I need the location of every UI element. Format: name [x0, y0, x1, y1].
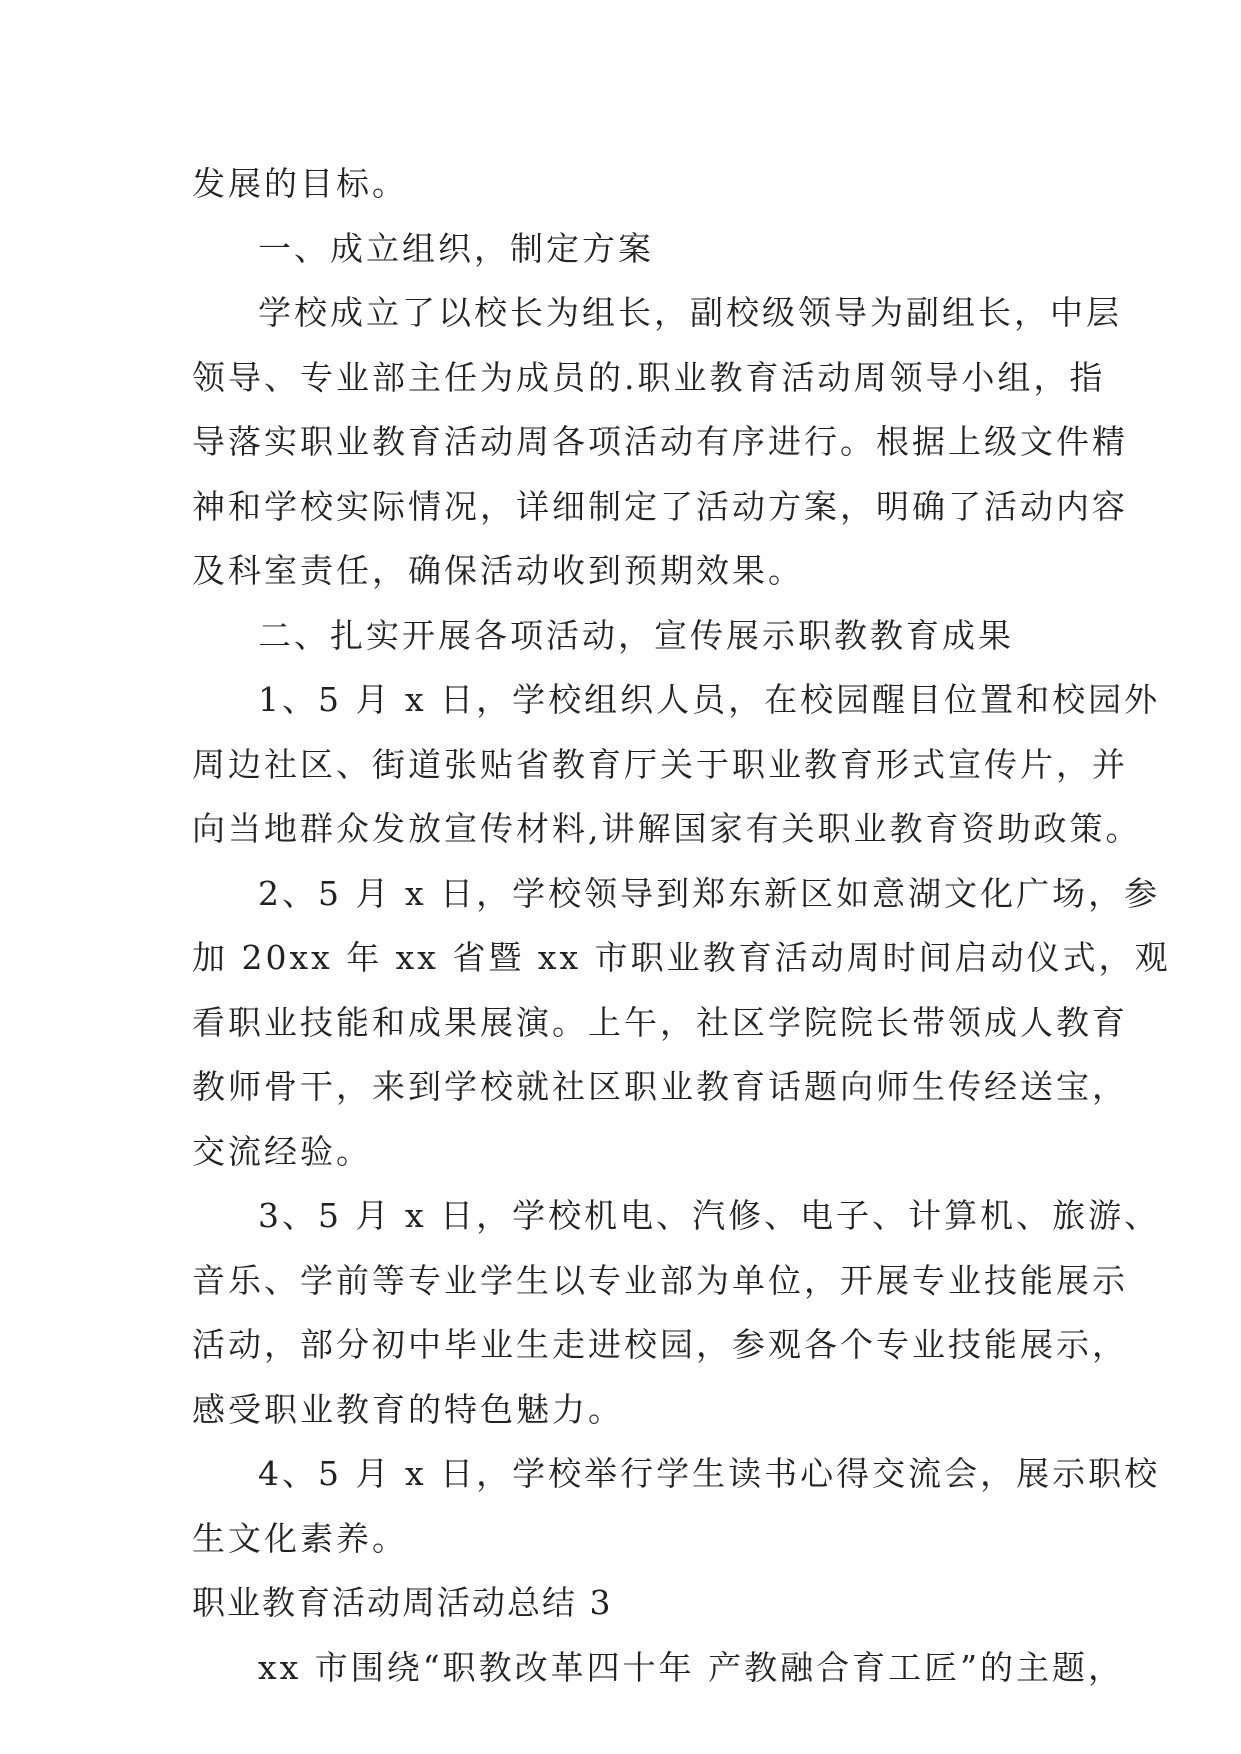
text-line: 感受职业教育的特色魅力。: [192, 1389, 624, 1429]
text-line: 音乐、学前等专业学生以专业部为单位，开展专业技能展示: [192, 1260, 1128, 1300]
text-line: 向当地群众发放宣传材料,讲解国家有关职业教育资助政策。: [192, 809, 1142, 848]
text-line: 导落实职业教育活动周各项活动有序进行。根据上级文件精: [192, 422, 1128, 461]
text-line: 2、5 月 x 日，学校领导到郑东新区如意湖文化广场，参: [258, 873, 1161, 913]
text-line: 4、5 月 x 日，学校举行学生读书心得交流会，展示职校: [258, 1454, 1161, 1493]
text-line: 教师骨干，来到学校就社区职业教育话题向师生传经送宝，: [192, 1067, 1128, 1106]
text-line: 活动，部分初中毕业生走进校园，参观各个专业技能展示，: [192, 1325, 1128, 1364]
text-line: 周边社区、街道张贴省教育厅关于职业教育形式宣传片，并: [192, 744, 1128, 784]
text-line: 交流经验。: [192, 1131, 372, 1171]
document-body: [192, 152, 1171, 1700]
text-line: 加 20xx 年 xx 省暨 xx 市职业教育活动周时间启动仪式，观: [192, 938, 1171, 977]
text-line: 神和学校实际情况，详细制定了活动方案，明确了活动内容: [192, 486, 1128, 526]
section-heading: 一、成立组织，制定方案: [258, 228, 654, 268]
text-line: 3、5 月 x 日，学校机电、汽修、电子、计算机、旅游、: [258, 1196, 1161, 1235]
text-line: 领导、专业部主任为成员的.职业教育活动周领导小组，指: [192, 357, 1106, 397]
article-title: 职业教育活动周活动总结 3: [192, 1583, 613, 1622]
text-line: 学校成立了以校长为组长，副校级领导为副组长，中层: [258, 293, 1122, 332]
section-heading: 二、扎实开展各项活动，宣传展示职教教育成果: [258, 615, 1014, 655]
text-line: 看职业技能和成果展演。上午，社区学院院长带领成人教育: [192, 1002, 1128, 1042]
text-line: 发展的目标。: [192, 164, 408, 203]
text-line: 生文化素养。: [192, 1518, 408, 1558]
text-line: xx 市围绕“职教改革四十年 产教融合育工匠”的主题，: [258, 1647, 1124, 1687]
text-line: 1、5 月 x 日，学校组织人员，在校园醒目位置和校园外: [258, 680, 1161, 719]
text-line: 及科室责任，确保活动收到预期效果。: [192, 551, 804, 590]
